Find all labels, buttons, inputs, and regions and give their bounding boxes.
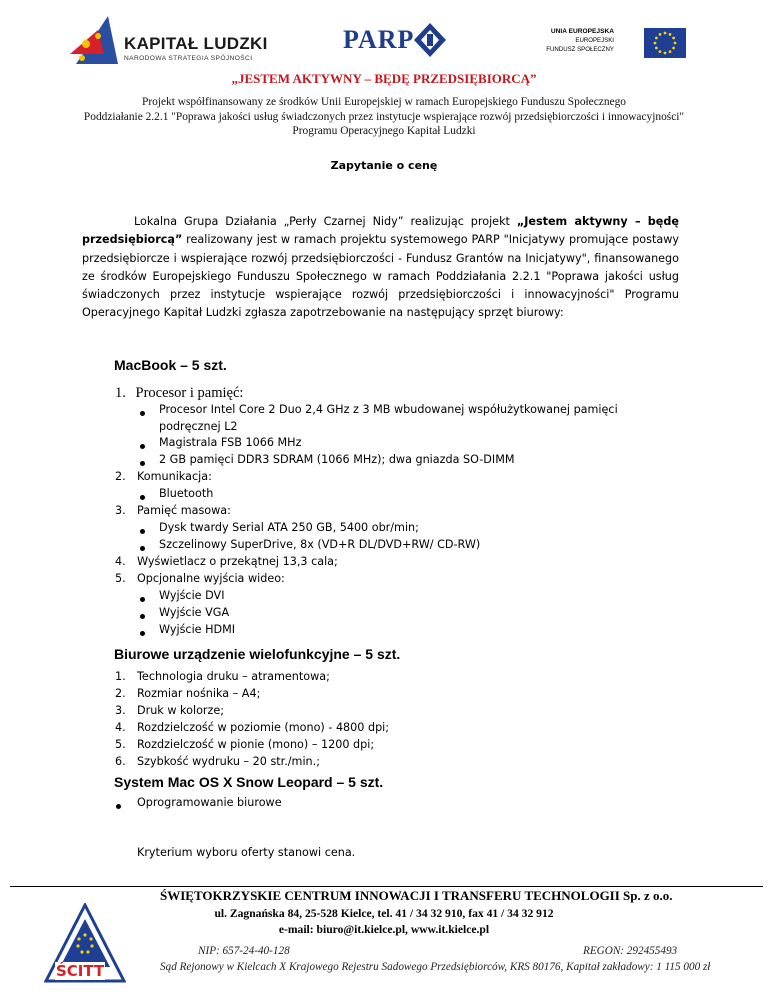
bullet-item: Wyjście HDMI bbox=[159, 623, 236, 636]
list-item: Technologia druku – atramentowa; bbox=[137, 670, 330, 683]
footer-address: ul. Zagnańska 84, 25-528 Kielce, tel. 41 / 34 32 910, fax 41 / 34 32 912 bbox=[214, 907, 554, 920]
list-item: Rozdzielczość w pionie (mono) – 1200 dpi; bbox=[137, 738, 375, 751]
kapital-ludzki-logo bbox=[68, 14, 278, 66]
footer-court-registry: Sąd Rejonowy w Kielcach X Krajowego Rejestru Sadowego Przedsiębiorców, KRS 80176, Kapitał zakładowy: 1 115 000 zł bbox=[160, 961, 711, 973]
list-number: 3. bbox=[115, 704, 126, 717]
bullet-item: Magistrala FSB 1066 MHz bbox=[159, 436, 302, 449]
list-item-label: Wyświetlacz o przekątnej 13,3 cala; bbox=[137, 555, 338, 568]
parp-logo-text: PARP bbox=[343, 25, 415, 54]
section-macbook-heading: MacBook – 5 szt. bbox=[114, 357, 227, 373]
intro-text-2: realizowany jest w ramach projektu systemowego PARP "Inicjatywy promujące postawy przedsiębiorcze i wspierające rozwój przedsiębiorczości - Fundusz Grantów na Inicjatywy", finansowanego ze środków Europejskiego Funduszu Społecznego w ramach Poddziałania 2.2.1 "Poprawa jakości usług świadczonych przez instytucje wspierające rozwój przedsiębiorczości i innowacyjności" Programu Operacyjnego Kapitał Ludzki zgłasza zapotrzebowanie na następujący sprzęt biurowy: bbox=[82, 233, 679, 320]
bullet-icon bbox=[116, 804, 121, 809]
list-item: Rozmiar nośnika – A4; bbox=[137, 687, 261, 700]
list-item: Szybkość wydruku – 20 str./min.; bbox=[137, 755, 320, 768]
footer-divider bbox=[10, 886, 763, 887]
section-multifunction-heading: Biurowe urządzenie wielofunkcyjne – 5 szt. bbox=[114, 646, 401, 662]
list-number: 1. bbox=[115, 385, 126, 401]
bullet-item: Wyjście DVI bbox=[159, 589, 225, 602]
parp-logo bbox=[343, 20, 443, 60]
bullet-icon bbox=[140, 495, 145, 500]
header-line-3: Programu Operacyjnego Kapitał Ludzki bbox=[292, 125, 476, 137]
bullet-item: Szczelinowy SuperDrive, 8x (VD+R DL/DVD+RW/ CD-RW) bbox=[159, 538, 481, 551]
intro-text-1: Lokalna Grupa Działania „Perły Czarnej Nidy” realizując projekt bbox=[134, 215, 517, 228]
project-title: „JESTEM AKTYWNY – BĘDĘ PRZEDSIĘBIORCĄ” bbox=[231, 71, 537, 86]
bullet-item: Oprogramowanie biurowe bbox=[137, 796, 282, 809]
list-number: 5. bbox=[115, 572, 126, 585]
eu-logo-line1: UNIA EUROPEJSKA bbox=[550, 28, 614, 35]
document-title: Zapytanie o cenę bbox=[330, 159, 438, 172]
sciti-logo-text: ŚCITT bbox=[56, 962, 105, 980]
bullet-item: Bluetooth bbox=[159, 487, 214, 500]
list-number: 1. bbox=[115, 670, 126, 683]
bullet-icon bbox=[140, 614, 145, 619]
bullet-item: Dysk twardy Serial ATA 250 GB, 5400 obr/min; bbox=[159, 521, 419, 534]
parp-emblem-icon bbox=[413, 22, 447, 58]
kl-logo-name: KAPITAŁ LUDZKI bbox=[124, 34, 268, 53]
list-item: Druk w kolorze; bbox=[137, 704, 225, 717]
bullet-icon bbox=[140, 461, 145, 466]
bullet-icon bbox=[140, 411, 145, 416]
header-line-2: Poddziałanie 2.2.1 "Poprawa jakości usług świadczonych przez instytucje wspierające rozwój przedsiębiorczości i innowacyjności" bbox=[83, 111, 685, 123]
bullet-item: Procesor Intel Core 2 Duo 2,4 GHz z 3 MB wbudowanej współużytkowanej pamięci bbox=[159, 403, 618, 416]
list-item-label: Pamięć masowa: bbox=[137, 504, 231, 517]
eu-logo-line2: EUROPEJSKI bbox=[575, 37, 614, 44]
kapital-ludzki-emblem-icon bbox=[68, 14, 122, 68]
bullet-item: Wyjście VGA bbox=[159, 606, 230, 619]
bullet-icon bbox=[140, 444, 145, 449]
footer-regon: REGON: 292455493 bbox=[583, 945, 678, 957]
bullet-icon bbox=[140, 631, 145, 636]
intro-project-name: „Jestem aktywny – będę przedsiębiorcą” bbox=[82, 215, 679, 247]
list-item-label: Opcjonalne wyjścia wideo: bbox=[137, 572, 285, 585]
list-item: Rozdzielczość w poziomie (mono) - 4800 dpi; bbox=[137, 721, 390, 734]
bullet-item-cont: podręcznej L2 bbox=[159, 420, 238, 433]
bullet-item: 2 GB pamięci DDR3 SDRAM (1066 MHz); dwa gniazda SO-DIMM bbox=[159, 453, 515, 466]
list-item-label: Procesor i pamięć: bbox=[135, 385, 244, 401]
selection-criterion: Kryterium wyboru oferty stanowi cena. bbox=[137, 846, 356, 859]
kl-logo-sub: NARODOWA STRATEGIA SPÓJNOŚCI bbox=[124, 55, 253, 62]
section-macos-heading: System Mac OS X Snow Leopard – 5 szt. bbox=[114, 774, 384, 790]
header-line-1: Projekt współfinansowany ze środków Unii Europejskiej w ramach Europejskiego Funduszu Społecznego bbox=[141, 96, 626, 108]
bullet-icon bbox=[140, 597, 145, 602]
list-number: 6. bbox=[115, 755, 126, 768]
eu-logo-line3: FUNDUSZ SPOŁECZNY bbox=[546, 46, 614, 53]
bullet-icon bbox=[140, 529, 145, 534]
sciti-logo bbox=[44, 903, 126, 983]
footer-nip: NIP: 657-24-40-128 bbox=[198, 945, 290, 957]
list-number: 2. bbox=[115, 687, 126, 700]
list-number: 4. bbox=[115, 555, 126, 568]
list-number: 3. bbox=[115, 504, 126, 517]
list-number: 5. bbox=[115, 738, 126, 751]
list-item-1 bbox=[115, 385, 243, 402]
eu-flag-icon bbox=[644, 28, 686, 58]
bullet-icon bbox=[140, 546, 145, 551]
list-number: 2. bbox=[115, 470, 126, 483]
eu-logo bbox=[546, 28, 686, 62]
footer-contact: e-mail: biuro@it.kielce.pl, www.it.kielce.pl bbox=[278, 923, 490, 936]
footer-company-name: ŚWIĘTOKRZYSKIE CENTRUM INNOWACJI I TRANSFERU TECHNOLOGII Sp. z o.o. bbox=[160, 888, 673, 903]
intro-paragraph bbox=[82, 213, 679, 323]
list-number: 4. bbox=[115, 721, 126, 734]
list-item-label: Komunikacja: bbox=[137, 470, 212, 483]
